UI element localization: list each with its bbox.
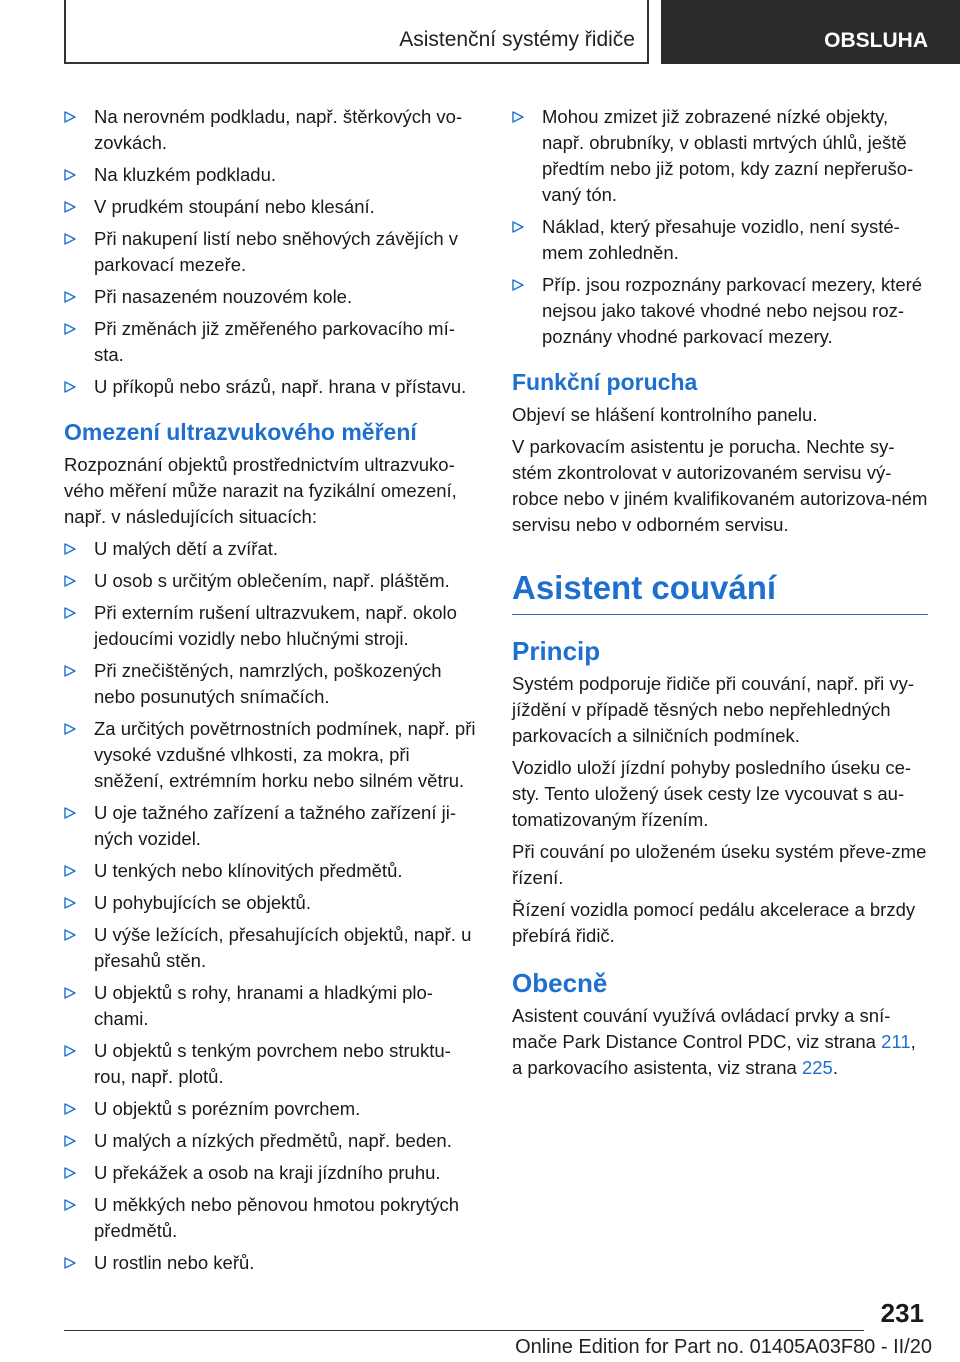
paragraph-ultrasonic-intro: Rozpoznání objektů prostřednictvím ultrazvuko-vého měření může narazit na fyzikální omezení, např. v následujících situacích: [64, 454, 457, 527]
list-item [64, 568, 479, 594]
list-item-text: U objektů s rohy, hranami a hladkými plo-chami. [94, 982, 433, 1029]
list-item [64, 800, 479, 852]
main-heading-block [512, 568, 928, 615]
triangle-bullet-icon [64, 858, 78, 884]
list-item-text: U objektů s tenkým povrchem nebo struktu-rou, např. plotů. [94, 1040, 451, 1087]
list-item [64, 1096, 479, 1122]
list-item [64, 1038, 479, 1090]
list-item [64, 226, 479, 278]
header-section-tab [661, 0, 960, 64]
list-item [64, 858, 479, 884]
list-item-text: Při nasazeném nouzovém kole. [94, 286, 353, 307]
list-item-text: U tenkých nebo klínovitých předmětů. [94, 860, 403, 881]
list-item-text: Za určitých povětrnostních podmínek, např. při vysoké vzdušné vlhkosti, za mokra, při sněžení, extrémním horku nebo silném větru. [94, 718, 476, 791]
list-item-text: U výše ležících, přesahujících objektů, např. u přesahů stěn. [94, 924, 472, 971]
list-item-text: U překážek a osob na kraji jízdního pruhu. [94, 1162, 441, 1183]
list-item [64, 980, 479, 1032]
triangle-bullet-icon [64, 1038, 78, 1064]
triangle-bullet-icon [64, 600, 78, 626]
list-detection-notes [512, 104, 928, 350]
list-item-text: U příkopů nebo srázů, např. hrana v přístavu. [94, 376, 467, 397]
section-label: OBSLUHA [824, 29, 928, 52]
triangle-bullet-icon [64, 568, 78, 594]
page-link-211[interactable]: 211 [881, 1031, 911, 1052]
triangle-bullet-icon [64, 536, 78, 562]
triangle-bullet-icon [64, 104, 78, 130]
list-item [64, 658, 479, 710]
heading-malfunction: Funkční porucha [512, 369, 698, 395]
triangle-bullet-icon [512, 214, 526, 240]
heading-reversing-assistant: Asistent couvání [512, 569, 777, 606]
general-text-prefix: Asistent couvání využívá ovládací prvky a sní-mače Park Distance Control PDC, viz strana [512, 1005, 891, 1052]
list-item-text: U malých dětí a zvířat. [94, 538, 279, 559]
list-item-text: U pohybujících se objektů. [94, 892, 311, 913]
page-number: 231 [880, 1298, 924, 1328]
triangle-bullet-icon [64, 800, 78, 826]
list-item [64, 1160, 479, 1186]
paragraph-malfunction-1: Objeví se hlášení kontrolního panelu. [512, 404, 818, 425]
list-item-text: U objektů s porézním povrchem. [94, 1098, 361, 1119]
list-item-text: Mohou zmizet již zobrazené nízké objekty, např. obrubníky, v oblasti mrtvých úhlů, ještě předtím nebo již potom, kdy zazní nepřerušo-vaný tón. [542, 106, 914, 205]
list-surface-limits [64, 104, 479, 400]
list-item-text: Na nerovném podkladu, např. štěrkových vo-zovkách. [94, 106, 463, 153]
list-item [512, 104, 928, 208]
triangle-bullet-icon [64, 316, 78, 342]
triangle-bullet-icon [512, 272, 526, 298]
list-item [512, 214, 928, 266]
list-item [64, 316, 479, 368]
heading-ultrasonic-limits: Omezení ultrazvukového měření [64, 419, 417, 445]
general-text-middle: , a parkovacího asistenta, viz strana [512, 1031, 916, 1078]
triangle-bullet-icon [64, 284, 78, 310]
paragraph-general [512, 1003, 928, 1081]
page-link-225[interactable]: 225 [801, 1057, 833, 1078]
heading-principle: Princip [512, 636, 601, 666]
list-item-text: Při změnách již změřeného parkovacího mí-sta. [94, 318, 455, 365]
list-item [64, 600, 479, 652]
triangle-bullet-icon [64, 1096, 78, 1122]
list-item [64, 104, 479, 156]
triangle-bullet-icon [64, 1128, 78, 1154]
paragraph-principle-2: Vozidlo uloží jízdní pohyby posledního úseku ce-sty. Tento uložený úsek cesty lze vycouvat s au-tomatizovaným řízením. [512, 757, 912, 830]
triangle-bullet-icon [64, 1250, 78, 1276]
footer-divider [64, 1330, 864, 1331]
list-item [64, 1192, 479, 1244]
chapter-title: Asistenční systémy řidiče [399, 28, 635, 51]
triangle-bullet-icon [64, 658, 78, 684]
list-item-text: Příp. jsou rozpoznány parkovací mezery, které nejsou jako takové vhodné nebo nejsou roz-poznány vhodné parkovací mezery. [542, 274, 923, 347]
triangle-bullet-icon [64, 922, 78, 948]
list-item-text: U rostlin nebo keřů. [94, 1252, 255, 1273]
paragraph-malfunction-2: V parkovacím asistentu je porucha. Nechte sy-stém zkontrolovat v autorizovaném servisu vý-robce nebo v jiném kvalifikovaném autorizova-ném servisu nebo v odborném servisu. [512, 436, 928, 535]
list-item [64, 536, 479, 562]
list-item [512, 272, 928, 350]
list-item-text: Náklad, který přesahuje vozidlo, není systé-mem zohledněn. [542, 216, 900, 263]
list-item [64, 284, 479, 310]
triangle-bullet-icon [64, 162, 78, 188]
triangle-bullet-icon [64, 194, 78, 220]
left-column [64, 104, 479, 1282]
triangle-bullet-icon [64, 1192, 78, 1218]
list-item [64, 716, 479, 794]
heading-general: Obecně [512, 968, 608, 998]
list-item-text: V prudkém stoupání nebo klesání. [94, 196, 375, 217]
list-item [64, 1128, 479, 1154]
triangle-bullet-icon [64, 716, 78, 742]
triangle-bullet-icon [512, 104, 526, 130]
list-item-text: Při znečištěných, namrzlých, poškozených nebo posunutých snímačích. [94, 660, 442, 707]
list-item-text: U měkkých nebo pěnovou hmotou pokrytých předmětů. [94, 1194, 460, 1241]
list-item [64, 922, 479, 974]
paragraph-principle-1: Systém podporuje řidiče při couvání, např. při vy-jíždění v případě těsných nebo nepřehledných parkovacích a silničních podmínek. [512, 673, 915, 746]
list-item-text: Při nakupení listí nebo sněhových závějích v parkovací mezeře. [94, 228, 459, 275]
list-ultrasonic-situations [64, 536, 479, 1276]
list-item [64, 374, 479, 400]
triangle-bullet-icon [64, 890, 78, 916]
footer-edition-text: Online Edition for Part no. 01405A03F80 - II/20 [515, 1336, 932, 1358]
triangle-bullet-icon [64, 374, 78, 400]
list-item [64, 890, 479, 916]
triangle-bullet-icon [64, 1160, 78, 1186]
list-item-text: Při externím rušení ultrazvukem, např. okolo jedoucími vozidly nebo hlučnými stroji. [94, 602, 457, 649]
list-item [64, 162, 479, 188]
right-column [512, 104, 928, 1087]
paragraph-principle-4: Řízení vozidla pomocí pedálu akcelerace a brzdy přebírá řidič. [512, 899, 916, 946]
list-item-text: U osob s určitým oblečením, např. pláštěm. [94, 570, 450, 591]
list-item-text: U malých a nízkých předmětů, např. beden. [94, 1130, 452, 1151]
list-item-text: U oje tažného zařízení a tažného zařízení ji-ných vozidel. [94, 802, 456, 849]
triangle-bullet-icon [64, 980, 78, 1006]
paragraph-principle-3: Při couvání po uloženém úseku systém převe-zme řízení. [512, 841, 927, 888]
general-text-suffix: . [832, 1057, 838, 1078]
list-item [64, 194, 479, 220]
triangle-bullet-icon [64, 226, 78, 252]
header-chapter-box [64, 0, 649, 64]
list-item-text: Na kluzkém podkladu. [94, 164, 277, 185]
list-item [64, 1250, 479, 1276]
